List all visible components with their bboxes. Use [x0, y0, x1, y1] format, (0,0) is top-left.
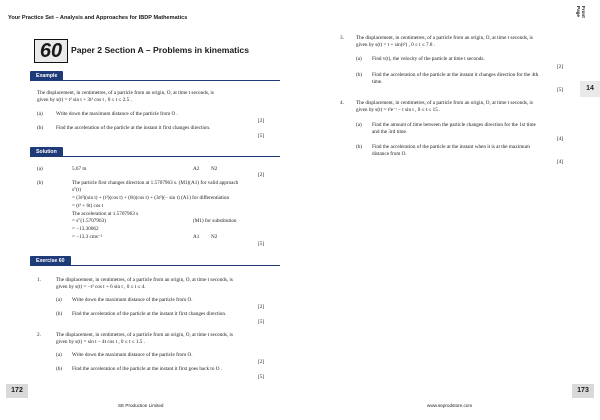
question-3-a-label: (a): [356, 56, 362, 62]
exercise-header: Exercise 60: [30, 256, 71, 266]
website-footer: www.seprodstore.com: [427, 403, 473, 408]
exercise-number-badge: 60: [34, 39, 68, 63]
example-intro-line2: given by s(t) = t² sin t + 3t² cos t , 0 ≤ t ≤ 2.5 .: [37, 97, 132, 103]
solution-a-answer: 5.67 m: [72, 166, 87, 172]
question-3-b-text1: Find the acceleration of the particle at the instant it changes direction for the 4th: [372, 72, 539, 78]
right-page-number: 173: [572, 384, 594, 398]
solution-b-line6: = s″(1.5707963): [72, 218, 106, 224]
example-part-b-marks: [5]: [258, 133, 265, 139]
question-3-b-marks: [5]: [557, 87, 564, 93]
solution-b-line5: The acceleration at 1.5707963 s: [72, 211, 139, 217]
publisher-footer: SE Production Limited: [118, 403, 164, 408]
solution-b-label: (b): [37, 180, 44, 186]
question-1-line1: The displacement, in centimetres, of a particle from an origin, O, at time t seconds, is: [56, 277, 233, 283]
question-4-b-label: (b): [356, 144, 363, 150]
question-3-a-text: Find v(t), the velocity of the particle at time t seconds.: [372, 56, 485, 62]
example-header: Example: [30, 71, 63, 81]
question-2-a-marks: [2]: [258, 359, 265, 365]
solution-a-mark-a2: A2: [193, 166, 200, 172]
left-page-number: 172: [6, 384, 28, 398]
section-title: Paper 2 Section A – Problems in kinematics: [71, 45, 249, 55]
question-3-b-label: (b): [356, 72, 363, 78]
question-1-number: 1.: [37, 277, 41, 283]
question-4-a-marks: [4]: [557, 136, 564, 142]
question-2-b-label: (b): [56, 366, 63, 372]
question-1-line2: given by s(t) = −t² cos t + 6 sin t , 0 ≤ t ≤ 4.: [56, 284, 146, 290]
question-1-b-label: (b): [56, 311, 63, 317]
solution-a-mark-n2: N2: [211, 166, 218, 172]
question-2-b-text: Find the acceleration of the particle at the instant it first goes back to O .: [72, 366, 223, 372]
front-page-label: Front Page: [576, 6, 586, 18]
question-1-b-text: Find the acceleration of the particle at the instant it first changes direction.: [72, 311, 227, 317]
section-tab: 14: [580, 81, 600, 97]
example-part-b-label: (b): [37, 125, 44, 131]
book-title: Your Practice Set – Analysis and Approaches for IBDP Mathematics: [8, 15, 188, 21]
solution-b-line6-mark: (M1) for substitution: [193, 218, 237, 224]
example-part-b-text: Find the acceleration of the particle at the instant it first changes direction.: [56, 125, 211, 131]
question-2-a-text: Write down the maximum distance of the particle from O.: [72, 352, 193, 358]
solution-b-total: [5]: [258, 241, 265, 247]
question-3-line1: The displacement, in centimetres, of a particle from an origin, O, at time t seconds, is: [356, 35, 533, 41]
question-3-line2: given by s(t) = t + sin(t²) , 0 ≤ t ≤ 7.8 .: [356, 42, 436, 48]
question-2-number: 2.: [37, 332, 41, 338]
question-1-a-text: Write down the maximum distance of the particle from O.: [72, 297, 193, 303]
question-4-line2: given by s(t) = t²e⁻ᵗ − t sin t , 0 ≤ t ≤ 15 .: [356, 107, 441, 113]
question-2-line2: given by s(t) = sin t − 4t cos t , 0 ≤ t ≤ 1.5 .: [56, 339, 145, 345]
question-3-a-marks: [2]: [557, 64, 564, 70]
solution-a-label: (a): [37, 166, 43, 172]
solution-b-line4: = (t² + 6t) cos t: [72, 203, 104, 209]
question-1-a-label: (a): [56, 297, 62, 303]
exercise-rule: [30, 265, 280, 266]
question-4-line1: The displacement, in centimetres, of a particle from an origin, O, at time t seconds, is: [356, 100, 533, 106]
solution-b-line2: s″(t): [72, 187, 82, 193]
solution-b-mark-n2: N2: [211, 234, 218, 240]
question-4-b-text1: Find the acceleration of the particle at the instant when it is at the maximum: [372, 144, 530, 150]
question-2-line1: The displacement, in centimetres, of a particle from an origin, O, at time t seconds, is: [56, 332, 233, 338]
question-1-b-marks: [5]: [258, 319, 265, 325]
example-part-a-label: (a): [37, 111, 43, 117]
example-part-a-text: Write down the maximum distance of the particle from O .: [56, 111, 178, 117]
solution-header: Solution: [30, 147, 63, 157]
solution-a-total: [2]: [258, 172, 265, 178]
example-part-a-marks: [2]: [258, 118, 265, 124]
question-4-b-text2: distance from O.: [372, 151, 407, 157]
solution-b-line3: = (3t²)(sin t) + (t²)(cos t) + (6t)(cos t) + (3t²)(− sin t) (A1) for differentiation: [72, 195, 230, 201]
question-4-number: 4.: [340, 100, 344, 106]
example-intro-line1: The displacement, in centimetres, of a particle from an origin, O, at time t seconds, is: [37, 90, 214, 96]
example-rule: [30, 80, 280, 81]
solution-b-line7: = −13.30062: [72, 226, 99, 232]
solution-b-mark-a1: A1: [193, 234, 200, 240]
question-4-a-label: (a): [356, 122, 362, 128]
question-3-number: 3.: [340, 35, 344, 41]
solution-b-line1: The particle first changes direction at 1.5707963 s. (M1)(A1) for valid approach: [72, 180, 239, 186]
solution-b-line8: = −13.3 cms⁻²: [72, 234, 103, 240]
question-4-b-marks: [4]: [557, 159, 564, 165]
question-2-a-label: (a): [56, 352, 62, 358]
question-4-a-text1: Find the amount of time between the particle changes direction for the 1st time: [372, 122, 536, 128]
question-1-a-marks: [2]: [258, 304, 265, 310]
question-3-b-text2: time.: [372, 79, 383, 85]
question-4-a-text2: and the 3rd time.: [372, 129, 408, 135]
question-2-b-marks: [5]: [258, 374, 265, 380]
solution-rule: [30, 156, 280, 157]
